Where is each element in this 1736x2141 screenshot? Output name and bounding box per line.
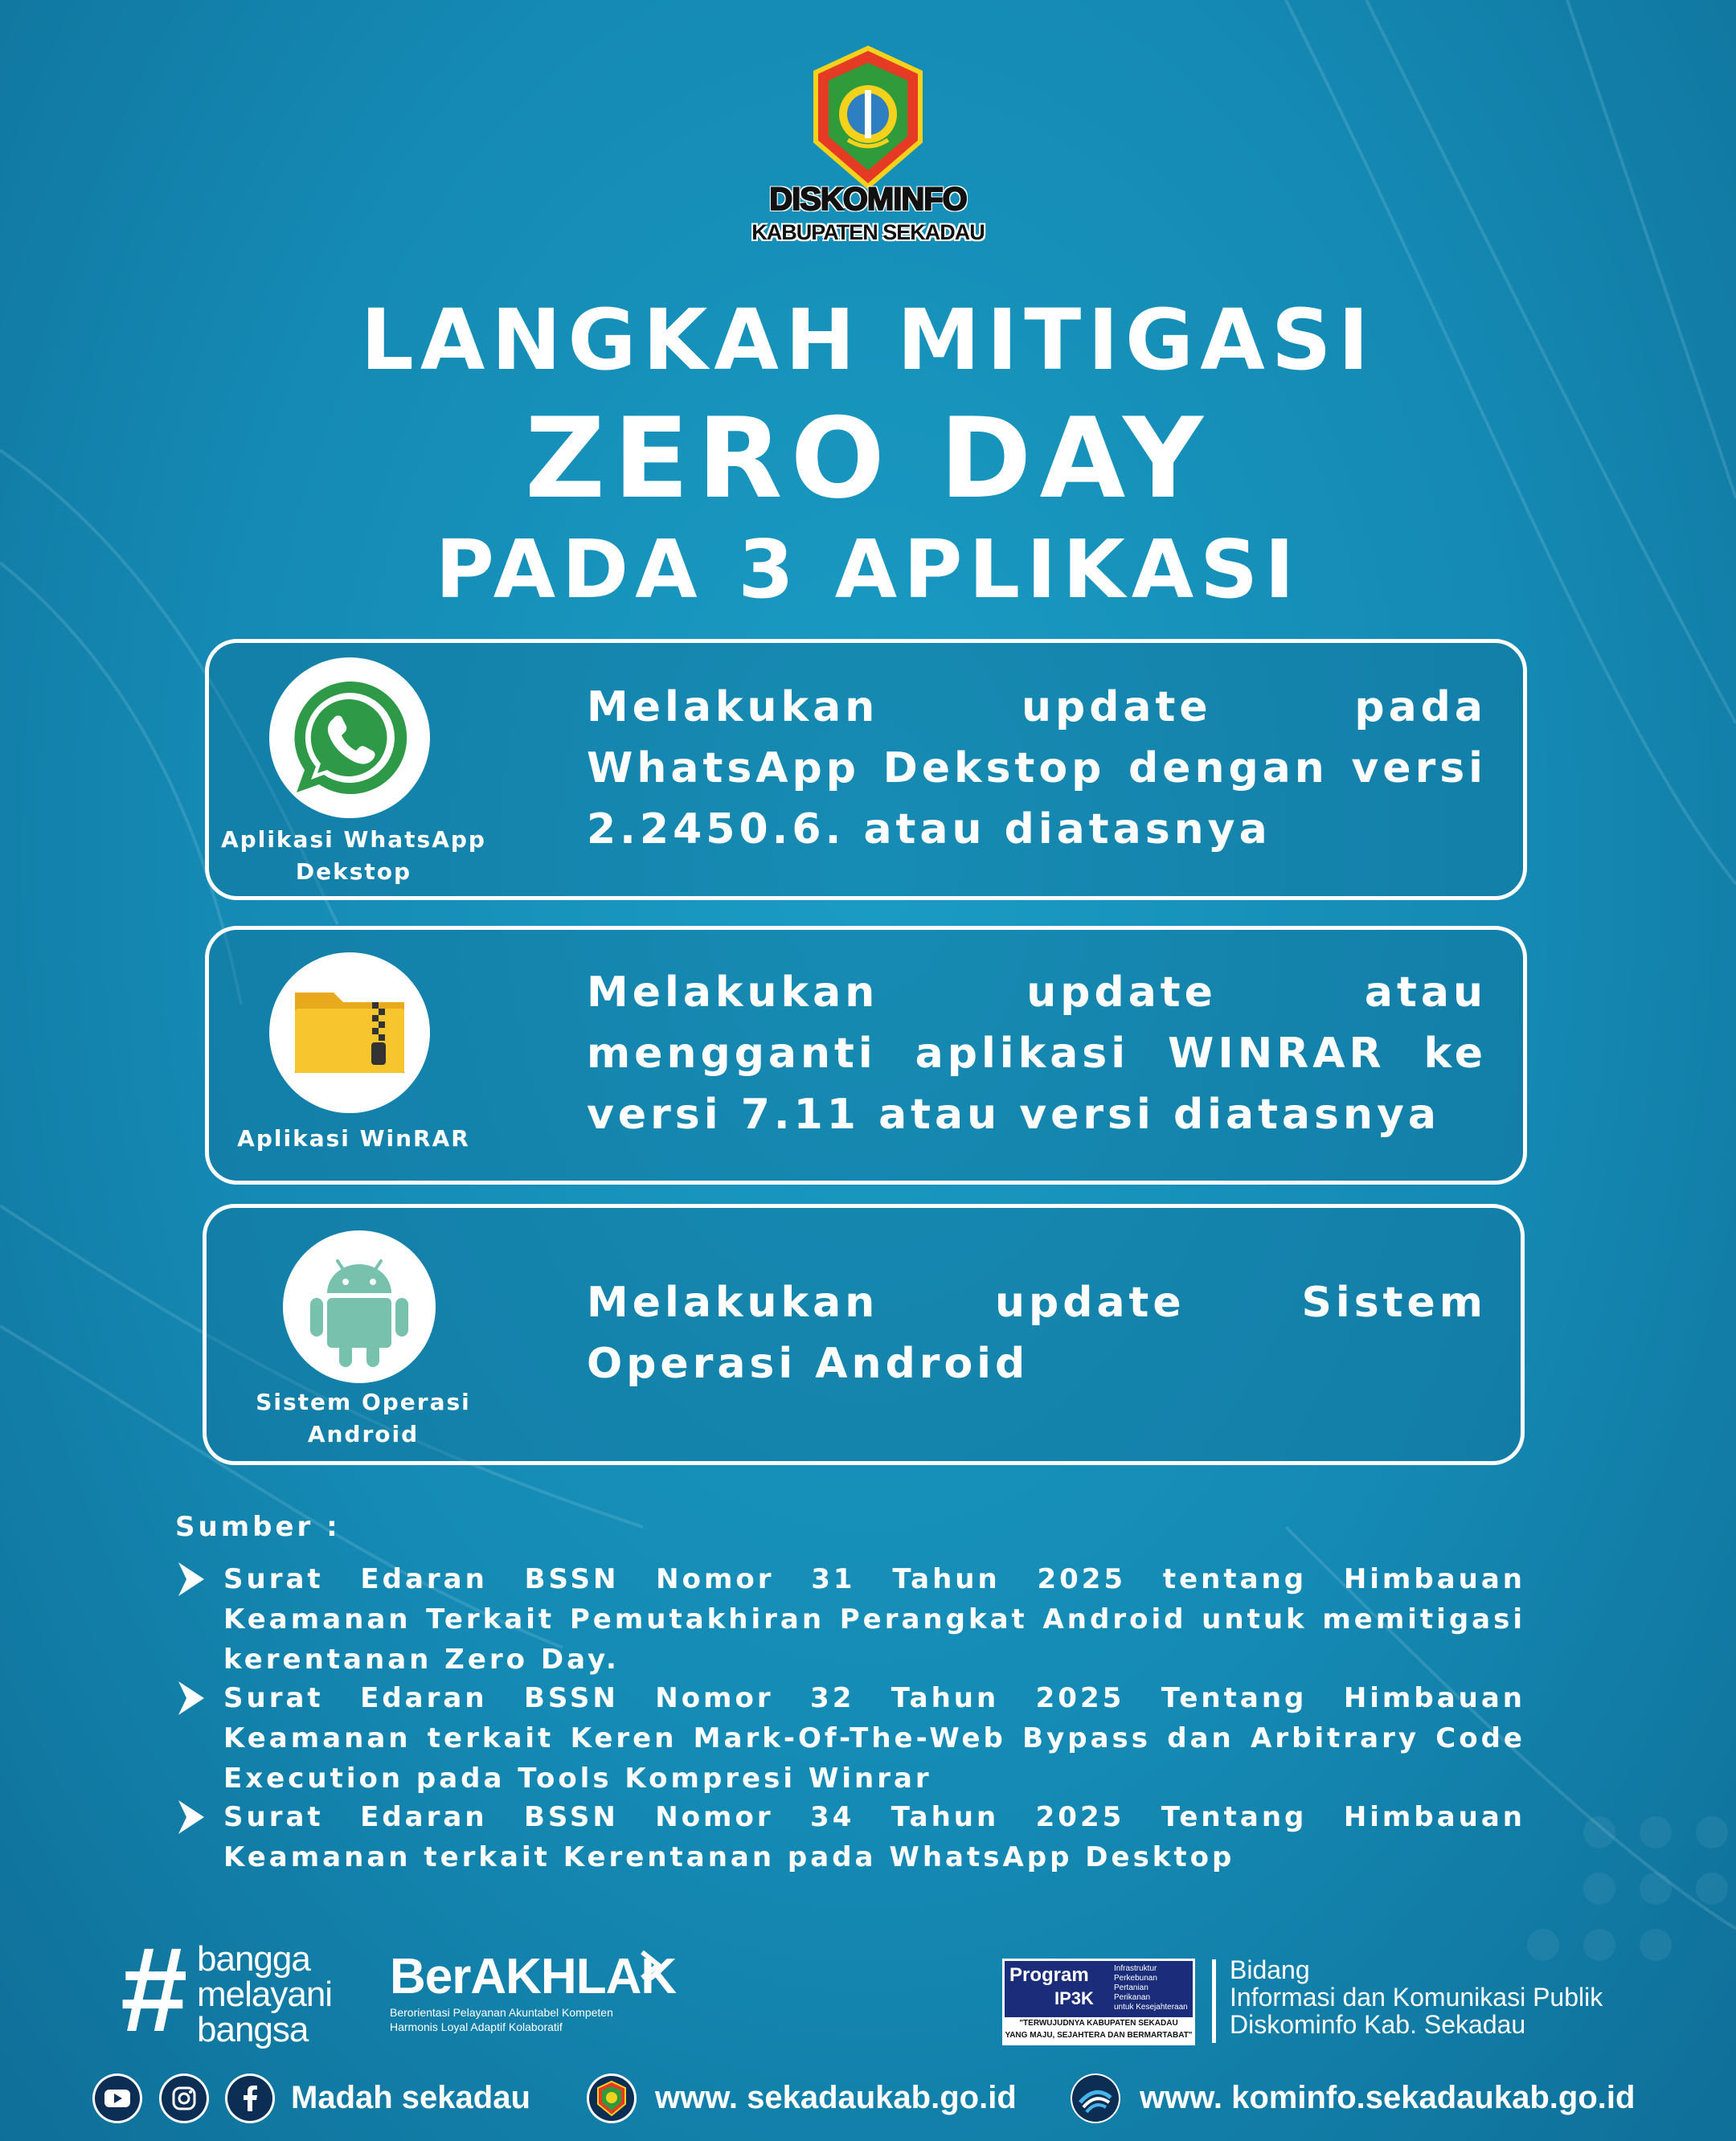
ip3k-program-label: Program [1009,1964,1089,1986]
youtube-link[interactable] [92,2073,142,2123]
ip3k-desc-line: Perikanan [1114,1993,1151,2002]
title-line-3: PADA 3 APLIKASI [435,522,1301,616]
source-text: Surat Edaran BSSN Nomor 32 Tahun 2025 Tentang Himbauan Keamanan terkait Keren Mark-Of-The-Web Bypass dan Arbitrary Code Execution pada Tools Kompresi Winrar [223,1682,1525,1795]
logo-brand-text: DISKOMINFO [769,182,967,217]
card-winrar [205,926,1527,1185]
regency-emblem-icon [808,45,928,190]
bangga-line2: melayani [197,1975,333,2014]
ip3k-description [1114,1964,1188,2012]
chevron-right-icon [175,1561,207,1598]
whatsapp-icon-badge [269,657,430,818]
instagram-icon [162,2076,207,2121]
card-label-line1: Aplikasi WhatsApp [221,826,486,853]
card-android [203,1204,1525,1465]
bangga-melayani-bangsa-logo [121,1922,362,2057]
title-line-2: ZERO DAY [524,394,1212,523]
youtube-icon [95,2076,140,2121]
kominfo-logo-icon [1071,2073,1120,2123]
zip-folder-icon [269,952,430,1113]
bidang-line1: Bidang [1230,1955,1310,1984]
ip3k-desc-line: Infrastruktur [1114,1964,1157,1973]
ip3k-desc-line: untuk Kesejahteraan [1114,2003,1188,2012]
bangga-line3: bangsa [197,2010,309,2049]
berakhlak-line2: Harmonis Loyal Adaptif Kolaboratif [390,2020,563,2033]
card-label-line2: Dekstop [295,858,412,885]
chevron-accent-icon [639,1949,663,1981]
card-winrar-label: Aplikasi WinRAR [237,1125,470,1152]
android-icon [283,1230,436,1383]
winrar-icon-badge [269,952,430,1113]
card-label-line2: Android [307,1421,420,1447]
facebook-link[interactable] [225,2073,275,2123]
ip3k-name: IP3K [1054,1988,1094,2008]
bidang-info [1230,1956,1603,2038]
bangga-words [197,1939,333,2049]
berakhlak-line1: Berorientasi Pelayanan Akuntabel Kompeten [390,2006,613,2019]
bidang-line2: Informasi dan Komunikasi Publik [1230,1983,1603,2012]
footer-divider [1212,1959,1216,2043]
kominfo-emblem-badge [1071,2073,1120,2123]
bangga-line1: bangga [197,1939,310,1979]
website-kominfo-link[interactable]: www. kominfo.sekadaukab.go.id [1140,2080,1636,2115]
card-android-label [219,1386,508,1451]
bidang-line3: Diskominfo Kab. Sekadau [1230,2010,1526,2039]
card-whatsapp-text: Melakukan update pada WhatsApp Dekstop dengan versi 2.2450.6. atau diatasnya [587,683,1487,854]
android-icon-badge [283,1230,436,1383]
chevron-right-icon [175,1680,207,1717]
card-android-text: Melakukan update Sistem Operasi Android [587,1279,1487,1388]
diskominfo-logo [731,45,1005,254]
card-label-line1: Sistem Operasi [256,1389,471,1415]
instagram-link[interactable] [159,2073,209,2123]
berakhlak-logo [390,1949,679,2037]
card-whatsapp [205,639,1527,900]
sources-label: Sumber : [175,1511,341,1543]
ip3k-tagline-line2: YANG MAJU, SEJAHTERA DAN BERMARTABAT" [1005,2031,1193,2040]
berakhlak-title: BerAKHLAK [390,1949,677,2004]
ip3k-tagline-line1: "TERWUJUDNYA KABUPATEN SEKADAU [1019,2019,1178,2028]
ip3k-desc-line: Perkebunan [1114,1974,1157,1983]
ip3k-tagline [1005,2017,1193,2043]
regency-emblem-icon [587,2073,637,2123]
hashtag-symbol: # [121,1922,188,2057]
title-line-1: LANGKAH MITIGASI [360,291,1376,389]
website-sekadaukab-link[interactable]: www. sekadaukab.go.id [655,2080,1017,2115]
facebook-icon [227,2076,272,2121]
ip3k-desc-line: Pertanian [1114,1983,1148,1992]
social-handle[interactable]: Madah sekadau [291,2080,530,2115]
sekadau-emblem-badge [587,2073,637,2123]
program-ip3k-badge [1002,1959,1195,2045]
whatsapp-icon [269,657,430,818]
source-text: Surat Edaran BSSN Nomor 34 Tahun 2025 Tentang Himbauan Keamanan terkait Kerentanan pada WhatsApp Desktop [223,1801,1525,1873]
card-whatsapp-label [209,824,498,888]
card-winrar-text: Melakukan update atau mengganti aplikasi WINRAR ke versi 7.11 atau versi diatasnya [587,968,1487,1139]
logo-sub-text: KABUPATEN SEKADAU [751,220,985,244]
chevron-right-icon [175,1799,207,1836]
source-text: Surat Edaran BSSN Nomor 31 Tahun 2025 tentang Himbauan Keamanan Terkait Pemutakhiran Perangkat Android untuk memitigasi kerentanan Zero Day. [223,1563,1525,1676]
